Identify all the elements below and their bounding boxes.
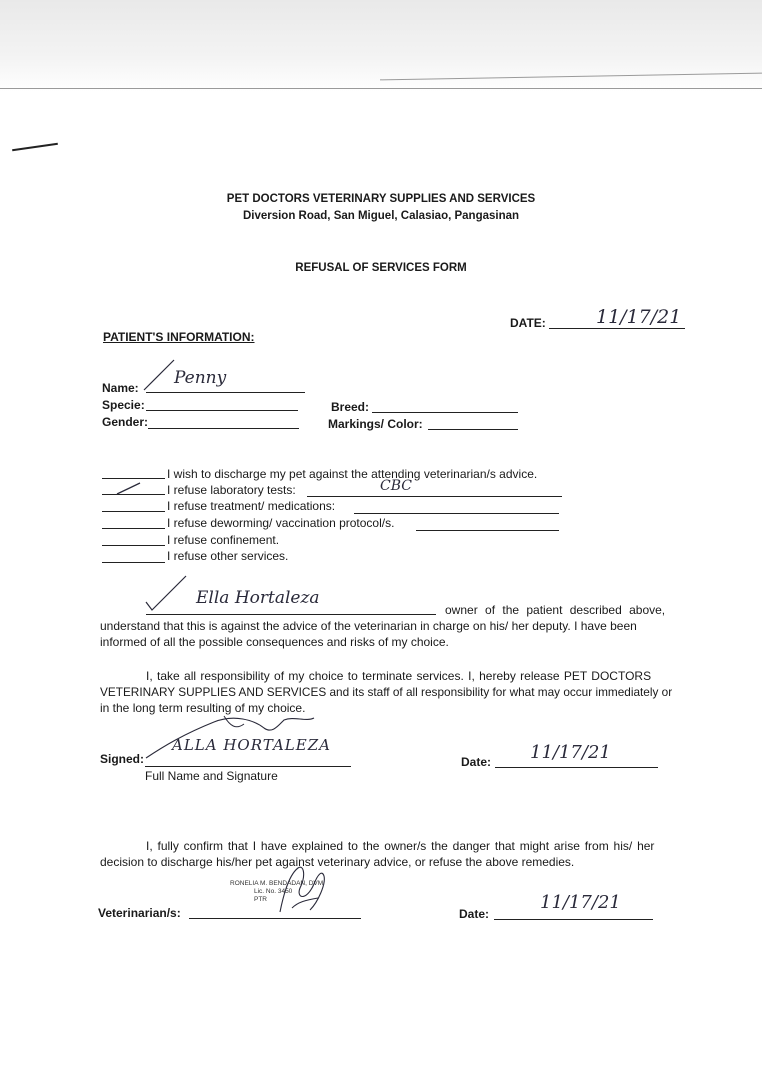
checklist-blank[interactable] <box>102 562 165 563</box>
check-mark <box>114 480 144 496</box>
owner-name-line[interactable] <box>146 614 436 615</box>
owner-handwritten-name: ALLA HORTALEZA <box>172 736 331 754</box>
checklist-detail-line[interactable] <box>307 496 562 497</box>
checklist-item-text: I refuse other services. <box>167 549 289 563</box>
owner-date-label: Date: <box>461 755 492 769</box>
patient-section-title: PATIENT'S INFORMATION: <box>103 330 255 344</box>
breed-line <box>372 412 518 413</box>
org-name: PET DOCTORS VETERINARY SUPPLIES AND SERVICES <box>226 193 536 205</box>
vet-date-label: Date: <box>459 907 490 921</box>
owner-statement-line2: understand that this is against the advice of the veterinarian in charge on his/ her deputy. I have been <box>100 619 637 633</box>
responsibility-line2: VETERINARY SUPPLIES AND SERVICES and its staff of all responsibility for what may occur immediately or <box>100 685 673 699</box>
owner-date-value: 11/17/21 <box>530 742 611 763</box>
checklist-item-text: I refuse laboratory tests: <box>167 483 296 497</box>
vet-stamp-license: Lic. No. 3450 <box>254 888 293 895</box>
gender-label: Gender: <box>102 415 149 429</box>
signature-caption: Full Name and Signature <box>145 769 278 783</box>
vet-label: Veterinarian/s: <box>98 906 181 920</box>
checklist-detail-value: CBC <box>380 478 412 494</box>
name-label: Name: <box>102 381 139 395</box>
breed-label: Breed: <box>331 400 370 414</box>
scan-edge-line <box>0 88 762 89</box>
org-address: Diversion Road, San Miguel, Calasiao, Pangasinan <box>242 210 520 222</box>
vet-date-value: 11/17/21 <box>540 892 621 913</box>
vet-stamp-name: RONELIA M. BENDADAN, DVM <box>230 880 324 887</box>
owner-pen-stroke <box>144 572 190 614</box>
owner-statement-line3: informed of all the possible consequences and risks of my choice. <box>100 635 449 649</box>
markings-label: Markings/ Color: <box>328 417 423 431</box>
vet-signature-line[interactable] <box>189 918 361 919</box>
responsibility-line3: in the long term resulting of my choice. <box>100 701 306 715</box>
checklist-detail-line[interactable] <box>416 530 559 531</box>
name-value: Penny <box>174 368 227 388</box>
top-date-line <box>549 328 685 329</box>
confirmation-line2: decision to discharge his/her pet against veterinary advice, or refuse the above remedies. <box>100 855 575 869</box>
responsibility-line1: I, take all responsibility of my choice to terminate services. I, hereby release PET DOCTORS <box>146 669 652 683</box>
checklist-item-text: I refuse confinement. <box>167 533 280 547</box>
vet-date-line[interactable] <box>494 919 653 920</box>
checklist-item-text: I refuse treatment/ medications: <box>167 499 336 513</box>
gender-line <box>148 428 299 429</box>
top-date-label: DATE: <box>510 316 546 330</box>
vet-signature <box>270 862 330 918</box>
scan-shadow <box>0 0 762 92</box>
signed-label: Signed: <box>100 752 144 766</box>
confirmation-line1: I, fully confirm that I have explained to the owner/s the danger that might arise from his/ her <box>146 839 655 853</box>
checklist-blank[interactable] <box>102 528 165 529</box>
form-title: REFUSAL OF SERVICES FORM <box>295 262 467 274</box>
specie-label: Specie: <box>102 398 145 412</box>
owner-name-value: Ella Hortaleza <box>196 588 320 608</box>
top-date-value: 11/17/21 <box>596 306 682 328</box>
owner-statement-line1: owner of the patient described above, <box>445 603 666 617</box>
checklist-detail-line[interactable] <box>354 513 559 514</box>
checklist-blank[interactable] <box>102 478 165 479</box>
scan-mark <box>12 143 58 151</box>
vet-stamp-ptr: PTR <box>254 896 267 903</box>
markings-line <box>428 429 518 430</box>
checklist-item-text: I refuse deworming/ vaccination protocol/s. <box>167 516 395 530</box>
checklist-blank[interactable] <box>102 545 165 546</box>
owner-date-line[interactable] <box>495 767 658 768</box>
checklist-blank[interactable] <box>102 511 165 512</box>
signature-line[interactable] <box>145 766 351 767</box>
specie-line <box>146 410 298 411</box>
checklist-item-text: I wish to discharge my pet against the attending veterinarian/s advice. <box>167 467 538 481</box>
name-pen-stroke <box>140 356 180 396</box>
